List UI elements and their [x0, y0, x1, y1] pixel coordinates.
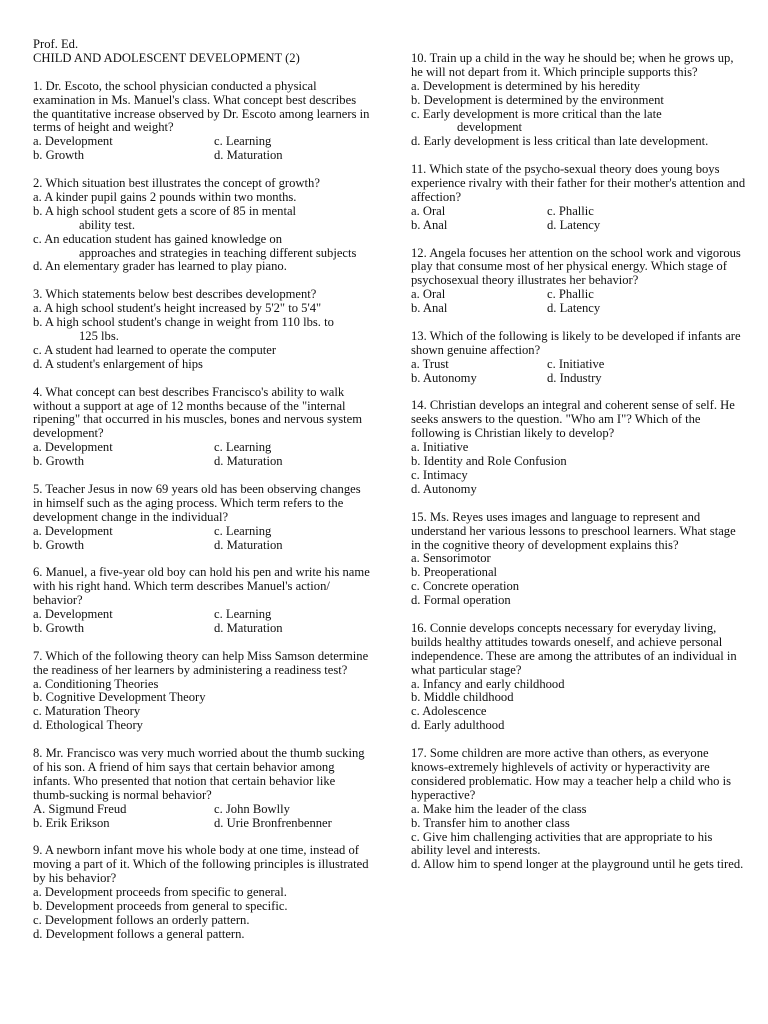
option-b: b. Development proceeds from general to specific.: [33, 899, 288, 914]
option-a: a. Development: [33, 523, 113, 538]
option-a: a. Sensorimotor: [411, 551, 491, 566]
question-stem: 2. Which situation best illustrates the concept of growth?: [33, 176, 320, 191]
options-grid: [33, 608, 373, 636]
question-stem: 15. Ms. Reyes uses images and language to represent and understand her various lessons to preschool learners. What stage in the cognitive theory of development explains this?: [411, 509, 736, 552]
option-c: c. Phallic: [547, 203, 594, 218]
option-d: d. Latency: [547, 217, 601, 232]
question-stem: 6. Manuel, a five-year old boy can hold his pen and write his name with his right hand. Which term describes Manuel's action/ behavior?: [33, 565, 370, 608]
question-stem: 13. Which of the following is likely to be developed if infants are shown genuine affection?: [411, 328, 741, 357]
option-a: a. Infancy and early childhood: [411, 676, 565, 691]
option-d: d. Maturation: [214, 620, 283, 635]
question-stem: 17. Some children are more active than others, as everyone knows-extremely highlevels of activity or hyperactivity are considered problematic. How may a teacher help a child who is hyperactive?: [411, 746, 731, 802]
question-stem: 11. Which state of the psycho-sexual theory does young boys experience rivalry with their father for their mother's attention and affection?: [411, 162, 746, 204]
question-13: [411, 330, 746, 386]
option-d: d. An elementary grader has learned to play piano.: [33, 259, 287, 274]
question-12: [411, 247, 746, 317]
question-stem: 8. Mr. Francisco was very much worried about the thumb sucking of his son. A friend of him says that certain behavior among infants. Who presented that notion that certain behavior like thumb-sucking is normal behavior?: [33, 746, 365, 802]
option-b: b. Transfer him to another class: [411, 815, 570, 830]
option-b: b. Growth: [33, 620, 85, 635]
options-grid: [411, 288, 746, 316]
option-d: d. A student's enlargement of hips: [33, 356, 203, 371]
question-stem: 10. Train up a child in the way he should be; when he grows up, he will not depart from it. Which principle supports this?: [411, 50, 734, 79]
question-17: [411, 747, 746, 872]
option-a: a. Development: [33, 134, 113, 149]
option-c: c. Learning: [214, 440, 272, 455]
option-a: a. Development: [33, 440, 113, 455]
option-b: b. Middle childhood: [411, 690, 514, 705]
option-b: b. Cognitive Development Theory: [33, 690, 206, 705]
question-6: [33, 566, 373, 636]
option-d: d. Ethological Theory: [33, 718, 143, 733]
option-b: b. A high school student gets a score of 85 in mental ability test.: [33, 203, 297, 232]
option-d: d. Development follows a general pattern.: [33, 926, 245, 941]
option-a: a. Make him the leader of the class: [411, 801, 587, 816]
option-b: b. Growth: [33, 454, 85, 469]
left-column: [33, 38, 373, 956]
option-a: a. Oral: [411, 203, 446, 218]
option-c: c. An education student has gained knowledge on approaches and strategies in teaching different subjects: [33, 231, 357, 260]
question-14: [411, 399, 746, 496]
question-stem: 7. Which of the following theory can help Miss Samson determine the readiness of her learners by administering a readiness test?: [33, 648, 369, 677]
option-c: c. Adolescence: [411, 704, 487, 719]
course-label: Prof. Ed.: [33, 37, 79, 51]
option-d: d. Formal operation: [411, 593, 511, 608]
option-a: a. A kinder pupil gains 2 pounds within two months.: [33, 189, 297, 204]
options-grid: [411, 358, 746, 386]
options-grid: [33, 525, 373, 553]
question-10: [411, 52, 746, 149]
option-b: b. Identity and Role Confusion: [411, 454, 567, 469]
option-a: a. Development proceeds from specific to general.: [33, 885, 287, 900]
option-c: c. Development follows an orderly pattern.: [33, 912, 250, 927]
option-b: b. A high school student's change in weight from 110 lbs. to 125 lbs.: [33, 315, 334, 343]
option-c: c. Maturation Theory: [33, 704, 141, 719]
option-d: d. Industry: [547, 370, 602, 385]
question-stem: 4. What concept can best describes Francisco's ability to walk without a support at age of 12 months because of the "internal ripening" that occurred in his muscles, bones and nervous system development?: [33, 384, 363, 441]
option-d: d. Maturation: [214, 148, 283, 163]
option-c: c. John Bowlly: [214, 801, 290, 816]
option-a: A. Sigmund Freud: [33, 801, 127, 816]
option-b: b. Autonomy: [411, 370, 477, 385]
option-c: c. A student had learned to operate the computer: [33, 342, 277, 357]
question-15: [411, 511, 746, 608]
option-a: a. Development is determined by his heredity: [411, 78, 641, 93]
option-d: d. Early development is less critical than late development.: [411, 134, 709, 149]
option-b: b. Anal: [411, 301, 448, 316]
option-d: d. Autonomy: [411, 481, 477, 496]
question-4: [33, 386, 373, 469]
option-b: b. Preoperational: [411, 565, 498, 580]
question-11: [411, 163, 746, 233]
question-stem: 1. Dr. Escoto, the school physician conducted a physical examination in Ms. Manuel's class. What concept best describes the quantitative increase observed by Dr. Escoto among learners in terms of height and weight?: [33, 78, 370, 135]
options-grid: [33, 441, 373, 469]
option-d: d. Urie Bronfrenbenner: [214, 815, 332, 830]
option-b: b. Erik Erikson: [33, 815, 110, 830]
option-d: d. Maturation: [214, 454, 283, 469]
option-a: a. Trust: [411, 356, 449, 371]
option-a: a. Conditioning Theories: [33, 676, 159, 691]
option-c: c. Learning: [214, 607, 272, 622]
option-c: c. Learning: [214, 134, 272, 149]
option-c: c. Initiative: [547, 356, 605, 371]
right-column: [411, 38, 746, 886]
question-16: [411, 622, 746, 733]
document-title: CHILD AND ADOLESCENT DEVELOPMENT (2): [33, 50, 300, 65]
question-stem: 12. Angela focuses her attention on the school work and vigorous play that consume most of her physical energy. Which stage of psychosexual theory illustrates her behavior?: [411, 245, 741, 288]
option-b: b. Growth: [33, 537, 85, 552]
option-c: c. Phallic: [547, 287, 594, 302]
question-2: [33, 177, 373, 274]
option-a: a. A high school student's height increased by 5'2" to 5'4": [33, 301, 322, 316]
question-3: [33, 288, 373, 371]
option-d: d. Early adulthood: [411, 718, 505, 733]
options-grid: [33, 135, 373, 163]
question-stem: 14. Christian develops an integral and coherent sense of self. He seeks answers to the question. "Who am I"? Which of the following is Christian likely to develop?: [411, 398, 735, 441]
option-a: a. Initiative: [411, 440, 469, 455]
question-7: [33, 650, 373, 733]
option-c: c. Early development is more critical than the late development: [411, 106, 662, 135]
option-a: a. Oral: [411, 287, 446, 302]
option-c: c. Concrete operation: [411, 579, 520, 594]
option-b: b. Anal: [411, 217, 448, 232]
question-stem: 5. Teacher Jesus in now 69 years old has been observing changes in himself such as the aging process. Which term refers to the development change in the individual?: [33, 481, 361, 524]
option-d: d. Allow him to spend longer at the playground until he gets tired.: [411, 857, 744, 872]
option-c: c. Intimacy: [411, 468, 468, 483]
question-stem: 9. A newborn infant move his whole body at one time, instead of moving a part of it. Which of the following principles is illustrated by his behavior?: [33, 843, 369, 886]
options-grid: [411, 205, 746, 233]
option-d: d. Latency: [547, 301, 601, 316]
question-1: [33, 80, 373, 163]
option-c: c. Learning: [214, 523, 272, 538]
option-c: c. Give him challenging activities that are appropriate to his ability level and interests.: [411, 829, 713, 858]
question-9: [33, 844, 373, 941]
question-5: [33, 483, 373, 553]
options-grid: [33, 803, 373, 831]
question-8: [33, 747, 373, 830]
question-stem: 16. Connie develops concepts necessary for everyday living, builds healthy attitudes towards oneself, and achieve personal independence. These are among the attributes of an individual in what particular stage?: [411, 620, 737, 677]
option-b: b. Development is determined by the environment: [411, 92, 664, 107]
question-stem: 3. Which statements below best describes development?: [33, 287, 317, 302]
option-b: b. Growth: [33, 148, 85, 163]
option-a: a. Development: [33, 607, 113, 622]
option-d: d. Maturation: [214, 537, 283, 552]
